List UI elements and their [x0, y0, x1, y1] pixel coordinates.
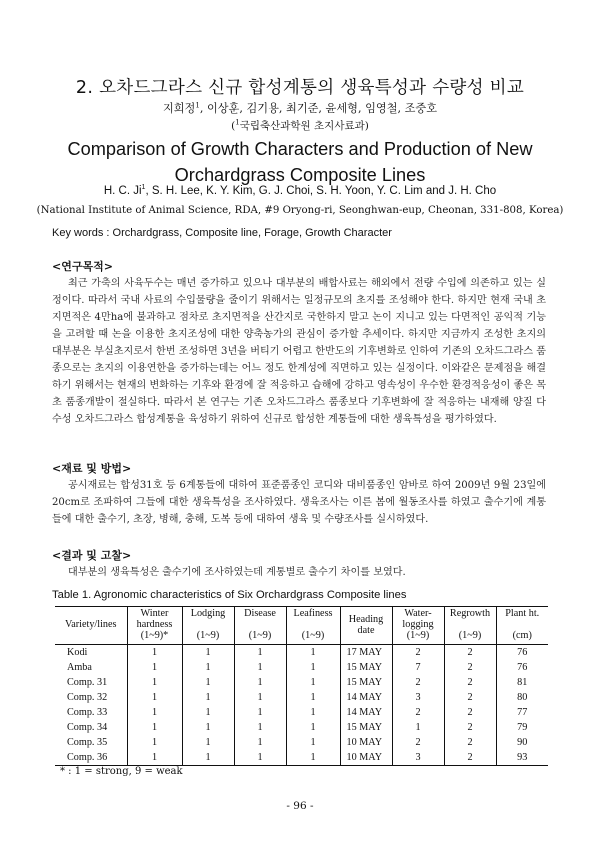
header-disease — [234, 607, 286, 645]
table-header-row — [55, 607, 548, 645]
page-number: - 96 - — [286, 800, 314, 812]
cell-plant-height: 93 — [496, 750, 548, 766]
header-plant-line2: (cm) — [512, 630, 532, 641]
cell-disease: 1 — [234, 645, 286, 661]
cell-regrowth: 2 — [444, 690, 496, 705]
cell-plant-height: 80 — [496, 690, 548, 705]
header-winter-line1: Winter — [140, 608, 169, 619]
cell-plant-height: 76 — [496, 660, 548, 675]
header-lodging — [182, 607, 234, 645]
cell-variety: Kodi — [67, 647, 88, 658]
header-variety-text: Variety/lines — [65, 619, 117, 630]
header-plant-line1: Plant ht. — [505, 608, 540, 619]
authors-rest-english: , S. H. Lee, K. Y. Kim, G. J. Choi, S. H. Yoon, Y. C. Lim and J. H. Cho — [145, 184, 497, 197]
cell-variety: Comp. 31 — [67, 677, 108, 688]
cell-winter: 1 — [127, 690, 182, 705]
keywords: Key words : Orchardgrass, Composite line, Forage, Growth Character — [52, 227, 392, 239]
cell-disease: 1 — [234, 750, 286, 766]
authors-rest-korean: , 이상훈, 김기용, 최기준, 윤세형, 임영철, 조중호 — [199, 102, 438, 115]
affil-korean-text: 국립축산과학원 초지사료과) — [239, 120, 369, 132]
cell-plant-height: 76 — [496, 645, 548, 661]
cell-disease: 1 — [234, 690, 286, 705]
cell-plant-height: 79 — [496, 720, 548, 735]
header-leafiness — [286, 607, 340, 645]
author-superscript: 1 — [195, 101, 200, 110]
cell-leafiness: 1 — [286, 690, 340, 705]
cell-heading: 17 MAY — [340, 645, 392, 661]
section-text-purpose: 최근 가축의 사육두수는 매년 증가하고 있으나 대부분의 배합사료는 해외에서 전량 수입에 의존하고 있는 실정이다. 따라서 국내 사료의 수입물량을 줄이기 위해서는 일정규모의 초지를 조성해야 한다. 하지만 현재 국내 초지면적은 4만ha에 불과하고 점차로 초지면적을 산간지로 국한하지 말고 논이 지니고 있는 다면적인 공익적 기능을 고려할 때 논을 이용한 초지조성에 대한 양축농가의 관심이 증가할 추세이다. 하지만 지금까지 조성한 초지의 대부분은 부실초지로서 한번 조성하면 3년을 버티기 어렵고 한반도의 기후변화로 인하여 기존의 오차드그라스 품종으로는 초지의 이용연한을 증가하는데는 어느 정도 한계성에 직면하고 있는 실정이다. 이와같은 문제점을 해결하기 위해서는 현재의 변화하는 기후와 환경에 잘 적응하고 습해에 강하고 영속성이 우수한 환경적응성이 좋은 목초 품종개발이 절실하다. 따라서 본 연구는 기존 오차드그라스 품종보다 기후변화에 잘 적응하는 내재해 양질 다수성 오차드그라스 합성계통을 육성하기 위하여 신규로 합성한 계통들에 대한 생육특성을 평가하였다. — [52, 278, 546, 425]
cell-winter: 1 — [127, 720, 182, 735]
cell-leafiness: 1 — [286, 645, 340, 661]
affiliation-english: (National Institute of Animal Science, RDA, #9 Oryong-ri, Seonghwan-eup, Cheonan, 331-808, Korea) — [36, 205, 564, 216]
cell-regrowth: 2 — [444, 660, 496, 675]
cell-plant-height: 77 — [496, 705, 548, 720]
cell-leafiness: 1 — [286, 750, 340, 766]
cell-heading: 15 MAY — [340, 660, 392, 675]
cell-heading: 15 MAY — [340, 720, 392, 735]
author-en-superscript: 1 — [141, 184, 146, 191]
affiliation-korean — [20, 118, 580, 133]
cell-winter: 1 — [127, 660, 182, 675]
cell-variety: Comp. 34 — [67, 722, 108, 733]
cell-plant-height: 90 — [496, 735, 548, 750]
table-body — [55, 645, 548, 766]
header-heading-line1: Heading — [348, 613, 384, 625]
header-variety — [55, 607, 127, 645]
table-row — [55, 675, 548, 690]
cell-leafiness: 1 — [286, 705, 340, 720]
title-english-line-2: Orchardgrass Composite Lines — [174, 165, 426, 185]
cell-leafiness: 1 — [286, 735, 340, 750]
cell-heading: 10 MAY — [340, 750, 392, 766]
cell-heading: 14 MAY — [340, 705, 392, 720]
cell-disease: 1 — [234, 735, 286, 750]
title-english — [20, 136, 580, 188]
header-regrowth-line2: (1~9) — [458, 630, 482, 641]
cell-winter: 1 — [127, 735, 182, 750]
cell-lodging: 1 — [182, 690, 234, 705]
agronomic-table — [55, 606, 548, 766]
header-regrowth — [444, 607, 496, 645]
header-heading-line2: date — [357, 624, 375, 636]
header-regrowth-line1: Regrowth — [449, 608, 491, 619]
cell-regrowth: 2 — [444, 750, 496, 766]
cell-variety: Comp. 33 — [67, 707, 108, 718]
cell-regrowth: 2 — [444, 720, 496, 735]
section-text-materials: 공시재료는 합성31호 등 6계통들에 대하여 표준품종인 코디와 대비품종인 암바로 하여 2009년 9월 23일에 20cm로 조파하여 그들에 대한 생육특성을 조사하였다. 생육조사는 이른 봄에 월동조사를 하였고 출수기에 계통들에 대한 출수기, 초장, 병해, 충해, 도복 등에 대하여 생육 및 수량조사를 실시하였다. — [52, 480, 546, 525]
header-plant-height — [496, 607, 548, 645]
cell-disease: 1 — [234, 675, 286, 690]
header-water-line1: Water- — [404, 608, 432, 619]
cell-winter: 1 — [127, 750, 182, 766]
section-heading-purpose: <연구목적> — [52, 260, 113, 273]
cell-lodging: 1 — [182, 660, 234, 675]
cell-lodging: 1 — [182, 750, 234, 766]
table-row — [55, 690, 548, 705]
cell-waterlogging: 2 — [392, 645, 444, 661]
header-disease-line1: Disease — [244, 608, 276, 619]
header-waterlogging — [392, 607, 444, 645]
affil-open-paren: ( — [231, 120, 236, 132]
cell-waterlogging: 2 — [392, 705, 444, 720]
cell-disease: 1 — [234, 705, 286, 720]
table-row — [55, 645, 548, 661]
section-heading-results: <결과 및 고찰> — [52, 549, 132, 562]
cell-winter: 1 — [127, 675, 182, 690]
cell-heading: 15 MAY — [340, 675, 392, 690]
cell-lodging: 1 — [182, 720, 234, 735]
section-text-results: 대부분의 생육특성은 출수기에 조사하였는데 계통별로 출수기 차이를 보였다. — [68, 567, 406, 578]
cell-variety: Comp. 36 — [55, 750, 127, 766]
header-water-line2: logging — [402, 619, 434, 630]
header-winter-line2: hardness — [136, 619, 173, 630]
affil-superscript: 1 — [235, 118, 240, 127]
header-leafiness-line1: Leafiness — [293, 608, 333, 619]
cell-leafiness: 1 — [286, 660, 340, 675]
header-lodging-line2: (1~9) — [196, 630, 220, 641]
cell-regrowth: 2 — [444, 735, 496, 750]
cell-variety: Comp. 35 — [67, 737, 108, 748]
cell-winter: 1 — [127, 705, 182, 720]
header-winter-hardness — [127, 607, 182, 645]
section-heading-materials: <재료 및 방법> — [52, 462, 132, 475]
header-water-line3: (1~9) — [406, 630, 430, 641]
header-lodging-line1: Lodging — [190, 608, 226, 619]
authors-korean — [20, 100, 580, 116]
cell-waterlogging: 3 — [392, 690, 444, 705]
cell-lodging: 1 — [182, 705, 234, 720]
cell-waterlogging: 7 — [392, 660, 444, 675]
table-row — [55, 735, 548, 750]
cell-lodging: 1 — [182, 645, 234, 661]
cell-waterlogging: 1 — [392, 720, 444, 735]
cell-lodging: 1 — [182, 735, 234, 750]
cell-heading: 14 MAY — [340, 690, 392, 705]
cell-disease: 1 — [234, 720, 286, 735]
table-row — [55, 720, 548, 735]
header-disease-line2: (1~9) — [248, 630, 272, 641]
table-row — [55, 660, 548, 675]
table-footnote: * : 1 = strong, 9 = weak — [60, 766, 183, 777]
cell-regrowth: 2 — [444, 675, 496, 690]
cell-leafiness: 1 — [286, 675, 340, 690]
cell-waterlogging: 2 — [392, 675, 444, 690]
cell-disease: 1 — [234, 660, 286, 675]
cell-regrowth: 2 — [444, 705, 496, 720]
cell-plant-height: 81 — [496, 675, 548, 690]
cell-waterlogging: 2 — [392, 735, 444, 750]
cell-winter: 1 — [127, 645, 182, 661]
cell-lodging: 1 — [182, 675, 234, 690]
author-first-korean: 지희정 — [162, 102, 196, 115]
header-winter-line3: (1~9)* — [140, 630, 169, 641]
cell-waterlogging: 3 — [392, 750, 444, 766]
authors-english — [20, 184, 580, 197]
author-first-english: H. C. Ji — [103, 184, 142, 197]
title-english-line-1: Comparison of Growth Characters and Production of New — [67, 139, 533, 159]
cell-regrowth: 2 — [444, 645, 496, 661]
cell-heading: 10 MAY — [340, 735, 392, 750]
title-korean: 2. 오차드그라스 신규 합성계통의 생육특성과 수량성 비교 — [75, 78, 525, 98]
table-row — [55, 705, 548, 720]
cell-leafiness: 1 — [286, 720, 340, 735]
header-heading-date — [340, 607, 392, 645]
table-caption: Table 1. Agronomic characteristics of Six Orchardgrass Composite lines — [52, 589, 407, 601]
cell-variety: Comp. 32 — [67, 692, 108, 703]
header-leafiness-line2: (1~9) — [301, 630, 325, 641]
table-row — [55, 750, 548, 766]
cell-variety: Amba — [67, 662, 92, 673]
